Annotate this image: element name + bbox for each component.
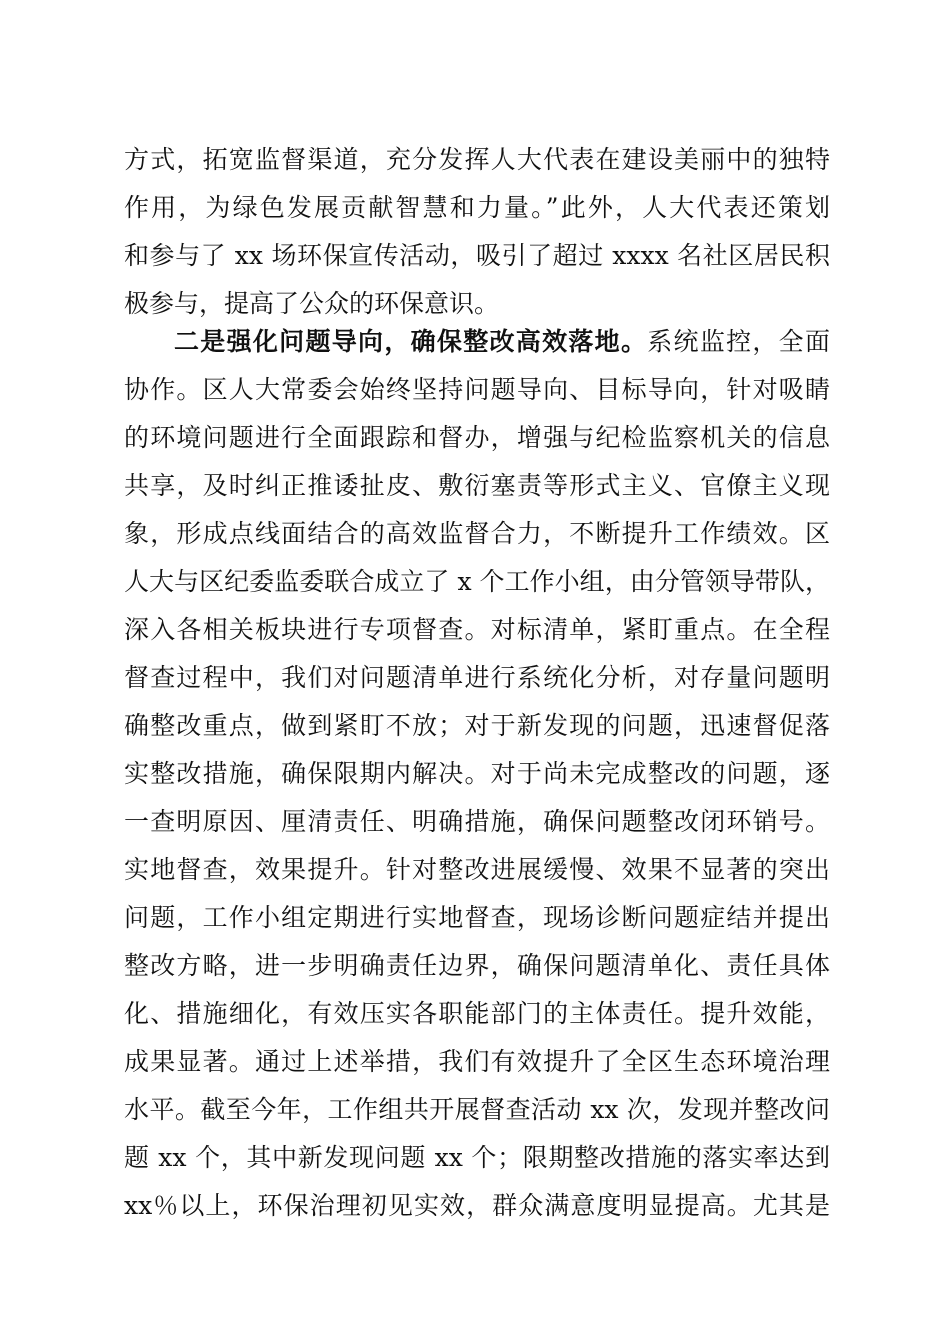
para2-line-9: 实整改措施，确保限期内解决。对于尚未完成整改的问题，逐 [124, 759, 830, 788]
para2-line-12: 问题，工作小组定期进行实地督查，现场诊断问题症结并提出 [124, 903, 830, 932]
para2-line-16: 水平。截至今年，工作组共开展督查活动 xx 次，发现并整改问 [124, 1095, 830, 1124]
para1-line-1: 方式，拓宽监督渠道，充分发挥人大代表在建设美丽中的独特 [124, 145, 830, 174]
para2-line-15: 成果显著。通过上述举措，我们有效提升了全区生态环境治理 [124, 1047, 830, 1076]
para2-line-1: 协作。区人大常委会始终坚持问题导向、目标导向，针对吸睛 [124, 375, 830, 404]
para2-heading: 二是强化问题导向，确保整改高效落地。 [174, 327, 648, 356]
para2-line-14: 化、措施细化，有效压实各职能部门的主体责任。提升效能， [124, 999, 830, 1028]
para1-line-3: 和参与了 xx 场环保宣传活动，吸引了超过 xxxx 名社区居民积 [124, 241, 830, 270]
para2-line-18: xx％以上，环保治理初见实效，群众满意度明显提高。尤其是 [124, 1191, 830, 1220]
para2-first-line [174, 322, 830, 362]
para1-line-2: 作用，为绿色发展贡献智慧和力量。”此外，人大代表还策划 [124, 193, 830, 222]
para2-line-8: 确整改重点，做到紧盯不放；对于新发现的问题，迅速督促落 [124, 711, 830, 740]
para2-line-3: 共享，及时纠正推诿扯皮、敷衍塞责等形式主义、官僚主义现 [124, 471, 830, 500]
para2-line-10: 一查明原因、厘清责任、明确措施，确保问题整改闭环销号。 [124, 807, 830, 836]
para2-line-5: 人大与区纪委监委联合成立了 x 个工作小组，由分管领导带队， [124, 567, 830, 596]
para2-line-4: 象，形成点线面结合的高效监督合力，不断提升工作绩效。区 [124, 519, 830, 548]
para1-line-4: 极参与，提高了公众的环保意识。 [124, 289, 500, 318]
para2-line-6: 深入各相关板块进行专项督查。对标清单，紧盯重点。在全程 [124, 615, 830, 644]
para2-line-7: 督查过程中，我们对问题清单进行系统化分析，对存量问题明 [124, 663, 830, 692]
para2-line-11: 实地督查，效果提升。针对整改进展缓慢、效果不显著的突出 [124, 855, 830, 884]
para2-line-13: 整改方略，进一步明确责任边界，确保问题清单化、责任具体 [124, 951, 830, 980]
para2-line-2: 的环境问题进行全面跟踪和督办，增强与纪检监察机关的信息 [124, 423, 830, 452]
para2-line-17: 题 xx 个，其中新发现问题 xx 个；限期整改措施的落实率达到 [124, 1143, 830, 1172]
para2-first-rest: 系统监控，全面 [647, 327, 830, 356]
